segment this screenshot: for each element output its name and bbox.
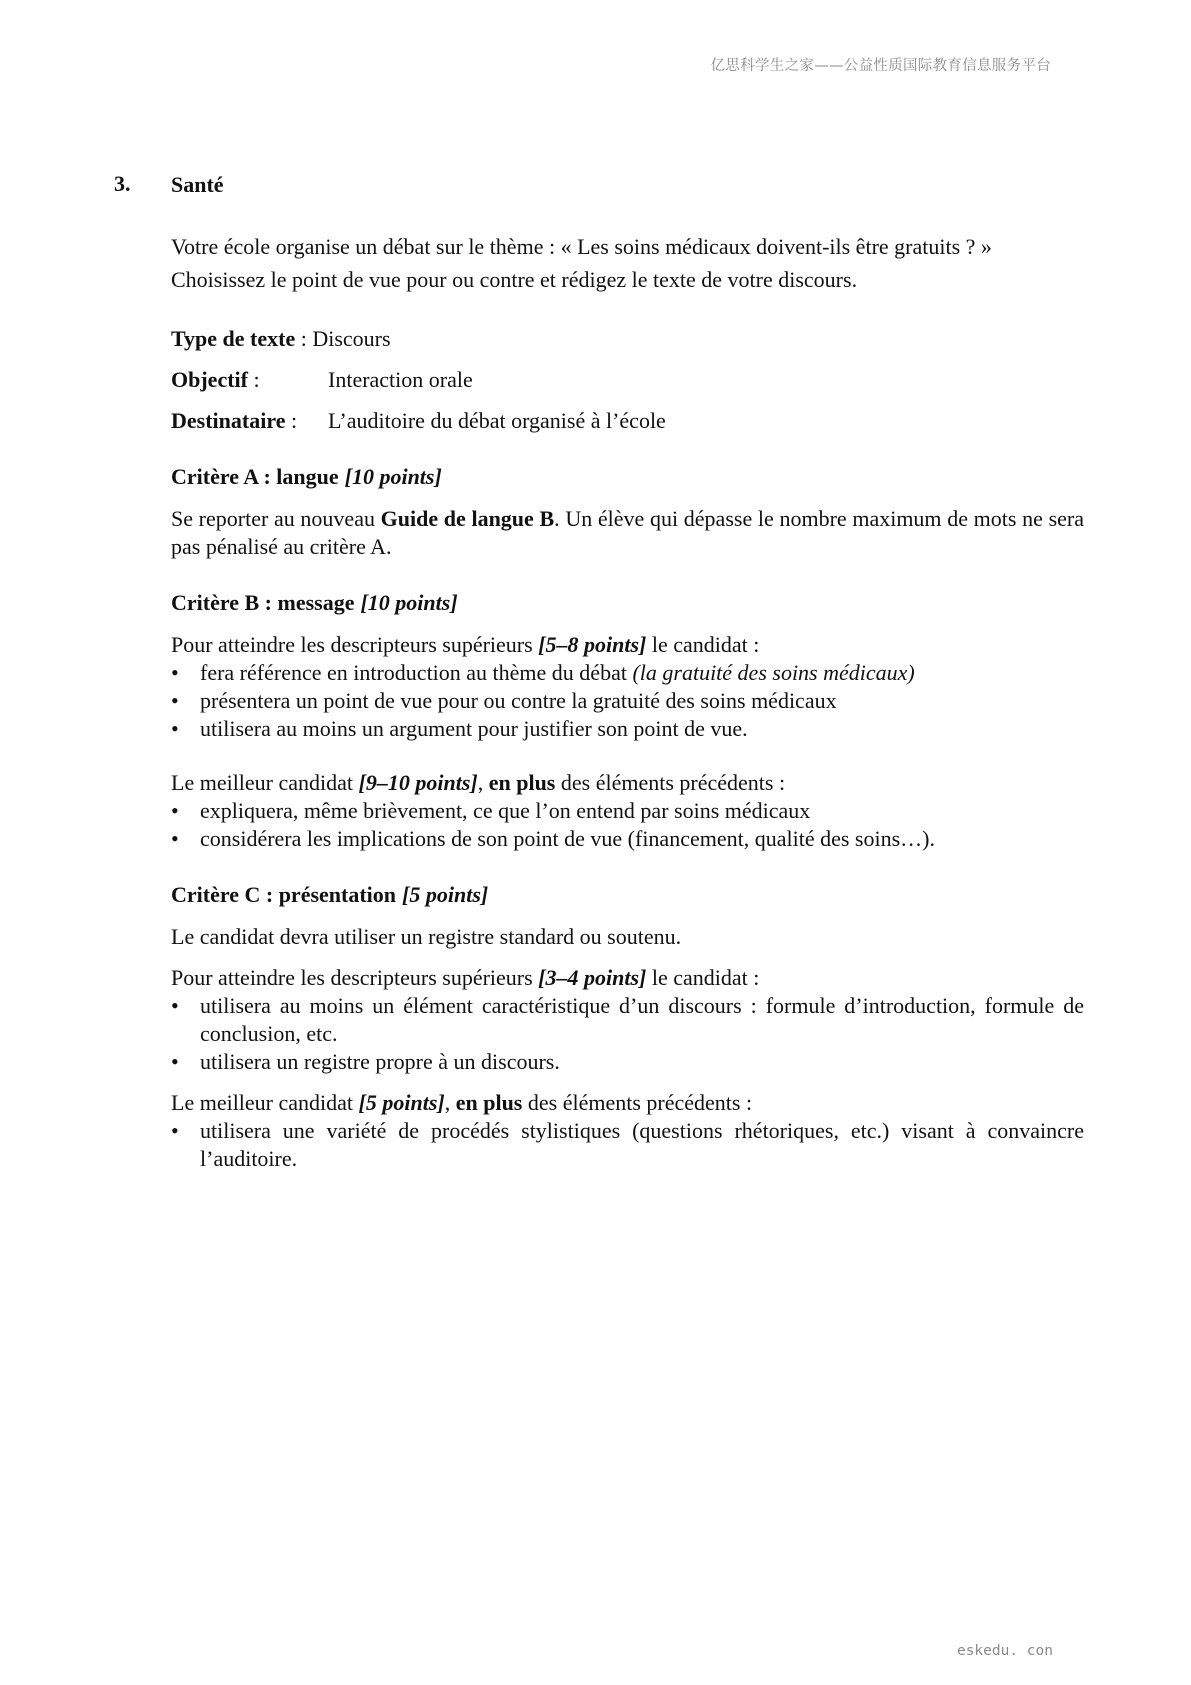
meta-type — [171, 325, 1084, 353]
criterion-b-sup-post: le candidat : — [646, 632, 760, 657]
criterion-a-text-pre: Se reporter au nouveau — [171, 506, 381, 531]
criterion-b-best-list — [171, 797, 1084, 853]
criterion-c-best-list — [171, 1117, 1084, 1173]
list-item: • considérera les implications de son point de vue (financement, qualité des soins…). — [171, 825, 1084, 853]
list-item: • utilisera au moins un élément caractéristique d’un discours : formule d’introduction, formule de conclusion, etc. — [171, 992, 1084, 1048]
criterion-c-best-points: [5 points] — [358, 1090, 445, 1115]
intro-line-2: Choisissez le point de vue pour ou contre et rédigez le texte de votre discours. — [171, 267, 858, 292]
criterion-c-superior-list — [171, 992, 1084, 1076]
list-item: • utilisera une variété de procédés stylistiques (questions rhétoriques, etc.) visant à convaincre l’auditoire. — [171, 1117, 1084, 1173]
meta-dest-value: L’auditoire du débat organisé à l’école — [328, 408, 666, 433]
criterion-c-title: Critère C : présentation — [171, 882, 397, 907]
intro-line-1: Votre école organise un débat sur le thème : « Les soins médicaux doivent-ils être gratuits ? » — [171, 234, 992, 259]
bullet-text: fera référence en introduction au thème du débat — [200, 660, 633, 685]
criterion-a-points: [10 points] — [344, 464, 442, 489]
meta-destinataire — [171, 407, 1084, 435]
criterion-c-best-intro — [171, 1089, 1084, 1117]
question-intro — [171, 230, 1084, 296]
meta-dest-sep: : — [285, 408, 298, 433]
criterion-a-heading — [171, 463, 1084, 491]
criterion-b-superior-intro — [171, 631, 1084, 659]
criterion-b-best-points: [9–10 points] — [358, 770, 478, 795]
criterion-b-heading — [171, 589, 1084, 617]
question-number: 3. — [114, 171, 131, 196]
criterion-b-sup-pre: Pour atteindre les descripteurs supérieurs — [171, 632, 539, 657]
criterion-c-sup-points: [3–4 points] — [538, 965, 647, 990]
list-item — [171, 659, 1084, 687]
criterion-c-superior-intro — [171, 964, 1084, 992]
meta-type-label: Type de texte — [171, 326, 296, 351]
list-item: • utilisera au moins un argument pour justifier son point de vue. — [171, 715, 1084, 743]
meta-objectif-label: Objectif — [171, 367, 248, 392]
meta-objectif-value: Interaction orale — [328, 367, 473, 392]
meta-type-value: Discours — [312, 326, 391, 351]
criterion-c-registre: Le candidat devra utiliser un registre standard ou soutenu. — [171, 924, 682, 949]
bullet-italic: (la gratuité des soins médicaux) — [632, 660, 915, 685]
criterion-c-points: [5 points] — [402, 882, 489, 907]
criterion-c-best-en-plus: en plus — [455, 1090, 523, 1115]
meta-objectif-sep: : — [247, 367, 260, 392]
list-item: • utilisera un registre propre à un discours. — [171, 1048, 1084, 1076]
meta-dest-label: Destinataire — [171, 408, 286, 433]
criterion-b-sup-points: [5–8 points] — [538, 632, 647, 657]
criterion-b-best-comma: , — [477, 770, 489, 795]
criterion-a-title: Critère A : langue — [171, 464, 339, 489]
criterion-b-best-post: des éléments précédents : — [555, 770, 786, 795]
list-item: • expliquera, même brièvement, ce que l’on entend par soins médicaux — [171, 797, 1084, 825]
question-title: Santé — [171, 172, 224, 197]
criterion-c-sup-post: le candidat : — [646, 965, 760, 990]
criterion-c-best-pre: Le meilleur candidat — [171, 1090, 359, 1115]
criterion-a-text — [171, 505, 1084, 561]
watermark-footer: eskedu. con — [956, 1643, 1053, 1659]
criterion-b-best-intro — [171, 769, 1084, 797]
criterion-c-best-comma: , — [444, 1090, 456, 1115]
criterion-c-heading — [171, 881, 1084, 909]
criterion-c-best-post: des éléments précédents : — [522, 1090, 753, 1115]
criterion-a-text-post: . Un élève qui dépasse le nombre maximum de mots ne sera pas pénalisé au critère A. — [171, 506, 1084, 559]
criterion-a-guide: Guide de langue B — [380, 506, 555, 531]
list-item: • présentera un point de vue pour ou contre la gratuité des soins médicaux — [171, 687, 1084, 715]
question-content — [171, 171, 1084, 1173]
meta-objectif — [171, 366, 1084, 394]
criterion-b-best-en-plus: en plus — [488, 770, 556, 795]
watermark-header: 亿思科学生之家——公益性质国际教育信息服务平台 — [710, 58, 1051, 74]
criterion-b-best-pre: Le meilleur candidat — [171, 770, 359, 795]
criterion-c-sup-pre: Pour atteindre les descripteurs supérieurs — [171, 965, 539, 990]
criterion-b-title: Critère B : message — [171, 590, 355, 615]
meta-type-sep: : — [295, 326, 313, 351]
criterion-b-points: [10 points] — [360, 590, 458, 615]
criterion-b-superior-list — [171, 659, 1084, 743]
